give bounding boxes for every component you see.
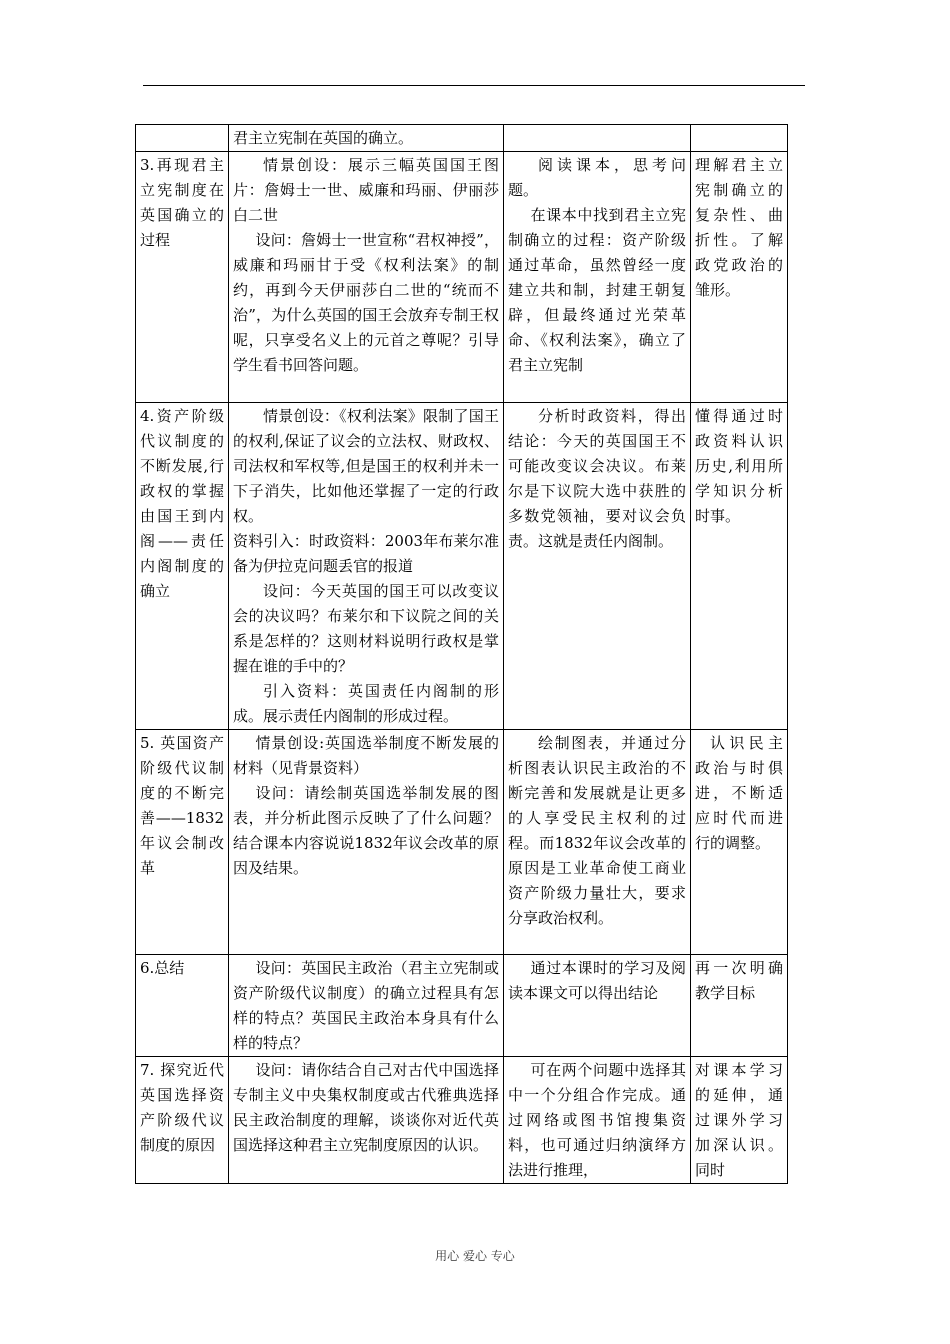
page-footer: 用心 爱心 专心	[435, 1249, 515, 1263]
table-row	[136, 125, 788, 152]
student-activity-cell	[504, 955, 691, 1057]
student-activity-cell	[504, 730, 691, 955]
stage-cell: 5. 英国资产阶级代议制度的不断完善——1832年议会制改革	[136, 730, 229, 955]
student-activity-cell	[504, 403, 691, 730]
design-intent-cell: 懂得通过时政资料认识历史,利用所学知识分析时事。	[691, 403, 788, 730]
table-row	[136, 152, 788, 403]
paragraph: 情景创设：《权利法案》限制了国王的权利,保证了议会的立法权、财政权、司法权和军权等,但是国王的权利并未一下子消失，比如他还掌握了一定的行政权。	[233, 407, 499, 525]
design-intent-cell: 再一次明确教学目标	[691, 955, 788, 1057]
paragraph: 可在两个问题中选择其中一个分组合作完成。通过网络或图书馆搜集资料，也可通过归纳演绎方法进行推理，	[508, 1061, 686, 1179]
stage-cell: 7. 探究近代英国选择资产阶级代议制度的原因	[136, 1057, 229, 1184]
paragraph: 情景创设：展示三幅英国国王图片：詹姆士一世、威廉和玛丽、伊丽莎白二世	[233, 156, 499, 224]
paragraph: 引入资料：英国责任内阁制的形成。展示责任内阁制的形成过程。	[233, 682, 499, 725]
paragraph: 情景创设:英国选举制度不断发展的材料（见背景资料）	[233, 734, 499, 777]
teacher-activity-cell	[229, 125, 504, 152]
design-intent-cell: 认识民主政治与时俱进，不断适应时代而进行的调整。	[691, 730, 788, 955]
paragraph: 设问：请你结合自己对古代中国选择专制主义中央集权制度或古代雅典选择民主政治制度的理解，谈谈你对近代英国选择这种君主立宪制度原因的认识。	[233, 1061, 499, 1154]
paragraph: 设问：英国民主政治（君主立宪制或资产阶级代议制度）的确立过程具有怎样的特点？英国民主政治本身具有什么样的特点？	[233, 959, 499, 1052]
paragraph: 分析时政资料，得出结论：今天的英国国王不可能改变议会决议。布莱尔是下议院大选中获胜的多数党领袖，要对议会负责。这就是责任内阁制。	[508, 407, 686, 550]
teacher-activity-cell	[229, 730, 504, 955]
table-row	[136, 1057, 788, 1184]
design-intent-cell	[691, 125, 788, 152]
table-row	[136, 730, 788, 955]
paragraph: 绘制图表，并通过分析图表认识民主政治的不断完善和发展就是让更多的人享受民主权利的过程。而1832年议会改革的原因是工业革命使工商业资产阶级力量壮大，要求分享政治权利。	[508, 734, 686, 927]
lesson-plan-table	[135, 124, 788, 1184]
teacher-activity-cell	[229, 955, 504, 1057]
paragraph: 君主立宪制在英国的确立。	[233, 129, 414, 147]
paragraph: 资料引入：时政资料：2003年布莱尔准备为伊拉克问题丢官的报道	[233, 532, 499, 575]
table-row	[136, 403, 788, 730]
student-activity-cell	[504, 1057, 691, 1184]
stage-cell: 6.总结	[136, 955, 229, 1057]
paragraph: 在课本中找到君主立宪制确立的过程：资产阶级通过革命，虽然曾经一度建立共和制，封建王朝复辟，但最终通过光荣革命、《权利法案》，确立了君主立宪制	[508, 206, 686, 374]
design-intent-cell: 对课本学习的延伸，通过课外学习加深认识。同时	[691, 1057, 788, 1184]
table-row	[136, 955, 788, 1057]
header-rule	[143, 85, 805, 86]
paragraph: 通过本课时的学习及阅读本课文可以得出结论	[508, 959, 686, 1002]
design-intent-cell: 理解君主立宪制确立的复杂性、曲折性。了解政党政治的雏形。	[691, 152, 788, 403]
stage-cell: 4.资产阶级代议制度的不断发展,行政权的掌握由国王到内阁——责任内阁制度的确立	[136, 403, 229, 730]
student-activity-cell	[504, 152, 691, 403]
teacher-activity-cell	[229, 1057, 504, 1184]
paragraph: 阅读课本，思考问题。	[508, 156, 686, 199]
paragraph: 设问：请绘制英国选举制发展的图表，并分析此图示反映了了什么问题？结合课本内容说说1832年议会改革的原因及结果。	[233, 784, 499, 877]
stage-cell: 3.再现君主立宪制度在英国确立的过程	[136, 152, 229, 403]
teacher-activity-cell	[229, 152, 504, 403]
stage-cell	[136, 125, 229, 152]
paragraph: 设问：今天英国的国王可以改变议会的决议吗？布莱尔和下议院之间的关系是怎样的？这则材料说明行政权是掌握在谁的手中的？	[233, 582, 499, 675]
paragraph: 设问：詹姆士一世宣称“君权神授”，威廉和玛丽甘于受《权利法案》的制约，再到今天伊丽莎白二世的“统而不治”，为什么英国的国王会放弃专制王权呢，只享受名义上的元首之尊呢？引导学生看书回答问题。	[233, 231, 499, 374]
student-activity-cell	[504, 125, 691, 152]
teacher-activity-cell	[229, 403, 504, 730]
